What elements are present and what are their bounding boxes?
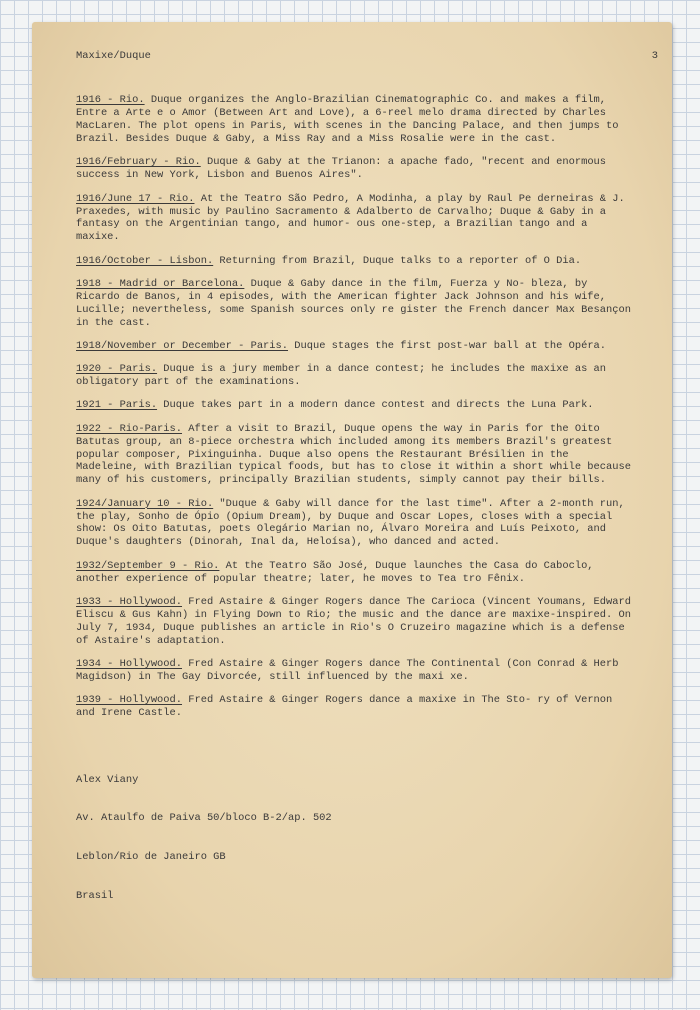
chronology-entry [76, 498, 636, 550]
header-title: Maxixe/Duque [76, 50, 151, 62]
chronology-entry [76, 156, 636, 182]
address-country: Brasil [76, 889, 114, 902]
entry-body: Fred Astaire & Ginger Rogers dance a maxixe in The Sto- ry of Vernon and Irene Castle. [76, 694, 619, 719]
entry-heading: 1932/September 9 - Rio. [76, 559, 220, 572]
chronology-entry [76, 596, 636, 648]
entry-heading: 1920 - Paris. [76, 363, 158, 376]
entry-heading: 1922 - Rio-Paris. [76, 422, 183, 435]
entry-heading: 1916/June 17 - Rio. [76, 192, 195, 205]
entry-heading: 1918 - Madrid or Barcelona. [76, 277, 245, 290]
chronology-entry [76, 658, 636, 684]
chronology-entry [76, 694, 636, 720]
address-city: Leblon/Rio de Janeiro GB [76, 851, 226, 864]
entry-body: "Duque & Gaby will dance for the last time". After a 2-month run, the play, Sonho de Ópio (Opium Dream), by Duque and Oscar Lopes, closes with a special show: Os Oito Batutas, poets Olegário Marian no, Álvaro Moreira and Luís Peixoto, and Duque's daughters (Dinorah, Inal da, Heloísa), who danced and acted. [76, 497, 631, 549]
address-name: Alex Viany [76, 773, 139, 786]
entry-heading: 1939 - Hollywood. [76, 694, 183, 707]
entry-heading: 1921 - Paris. [76, 399, 158, 412]
page-number: 3 [651, 50, 658, 62]
chronology-entries [76, 94, 636, 720]
sender-address [76, 748, 636, 929]
entry-body: Duque takes part in a modern dance contest and directs the Luna Park. [157, 399, 594, 412]
entry-body: Fred Astaire & Ginger Rogers dance The Carioca (Vincent Youmans, Edward Eliscu & Gus Kahn) in Flying Down to Rio; the music and the dance are maxixe-inspired. On July 7, 1934, Duque publishes an article in Rio's O Cruzeiro magazine which is a defense of Astaire's adaptation. [76, 595, 638, 647]
chronology-entry [76, 340, 636, 353]
entry-body: At the Teatro São Pedro, A Modinha, a play by Raul Pe derneiras & J. Praxedes, with music by Paulino Sacramento & Adalberto de Carvalho; Duque & Gaby in a fantasy on the Argentinian tango, and humor- ous one-step, a Brazilian tango and a maxixe. [76, 192, 631, 244]
entry-body: Duque is a jury member in a dance contest; he includes the maxixe as an obligatory part of the examinations. [76, 363, 613, 389]
chronology-entry [76, 278, 636, 330]
entry-heading: 1916/October - Lisbon. [76, 254, 214, 267]
entry-heading: 1918/November or December - Paris. [76, 339, 289, 352]
entry-body: Duque stages the first post-war ball at the Opéra. [288, 339, 607, 352]
entry-body: After a visit to Brazil, Duque opens the way in Paris for the Oito Batutas group, an 8-piece orchestra which included among its members Brazil's greatest popular composer, Pixinguinha. Duque also opens the Restaurant Brésilien in the Madeleine, with Brazilian typical foods, but has to close it within a short while because many of his customers, principally Brazilian students, simply cannot pay their bills. [76, 422, 638, 487]
entry-body: Returning from Brazil, Duque talks to a reporter of O Dia. [213, 254, 582, 267]
entry-heading: 1933 - Hollywood. [76, 595, 183, 608]
entry-body: Duque & Gaby dance in the film, Fuerza y No- bleza, by Ricardo de Banos, in 4 episodes, with the American fighter Jack Johnson and his wife, Lucille; nevertheless, some Spanish sources only re gister the French dancer Max Besançon in the cast. [76, 277, 638, 329]
entry-body: Fred Astaire & Ginger Rogers dance The Continental (Con Conrad & Herb Magidson) in The Gay Divorcée, still influenced by the maxi xe. [76, 657, 625, 683]
chronology-entry [76, 255, 636, 268]
address-street: Av. Ataulfo de Paiva 50/bloco B-2/ap. 502 [76, 812, 332, 825]
page-text [76, 44, 658, 929]
chronology-entry [76, 94, 636, 146]
entry-heading: 1934 - Hollywood. [76, 657, 183, 670]
chronology-entry [76, 363, 636, 389]
entry-heading: 1916 - Rio. [76, 94, 145, 107]
chronology-entry [76, 560, 636, 586]
entry-body: Duque & Gaby at the Trianon: a apache fado, "recent and enormous success in New York, Lisbon and Buenos Aires". [76, 156, 613, 182]
page-header [76, 44, 658, 84]
entry-body: Duque organizes the Anglo-Brazilian Cinematographic Co. and makes a film, Entre a Arte e o Amor (Between Art and Love), a 6-reel melo drama directed by Charles MacLaren. The plot opens in Paris, with scenes in the Dancing Palace, and then jumps to Brazil. Besides Duque & Gaby, a Miss Ray and a Miss Rosalie were in the cast. [76, 94, 625, 146]
entry-heading: 1924/January 10 - Rio. [76, 497, 214, 510]
entry-heading: 1916/February - Rio. [76, 156, 201, 169]
chronology-entry [76, 399, 636, 412]
chronology-entry [76, 423, 636, 488]
typewritten-page [32, 22, 672, 978]
entry-body: At the Teatro São José, Duque launches the Casa do Caboclo, another experience of popular theatre; later, he moves to Tea tro Fênix. [76, 559, 600, 585]
chronology-entry [76, 193, 636, 245]
